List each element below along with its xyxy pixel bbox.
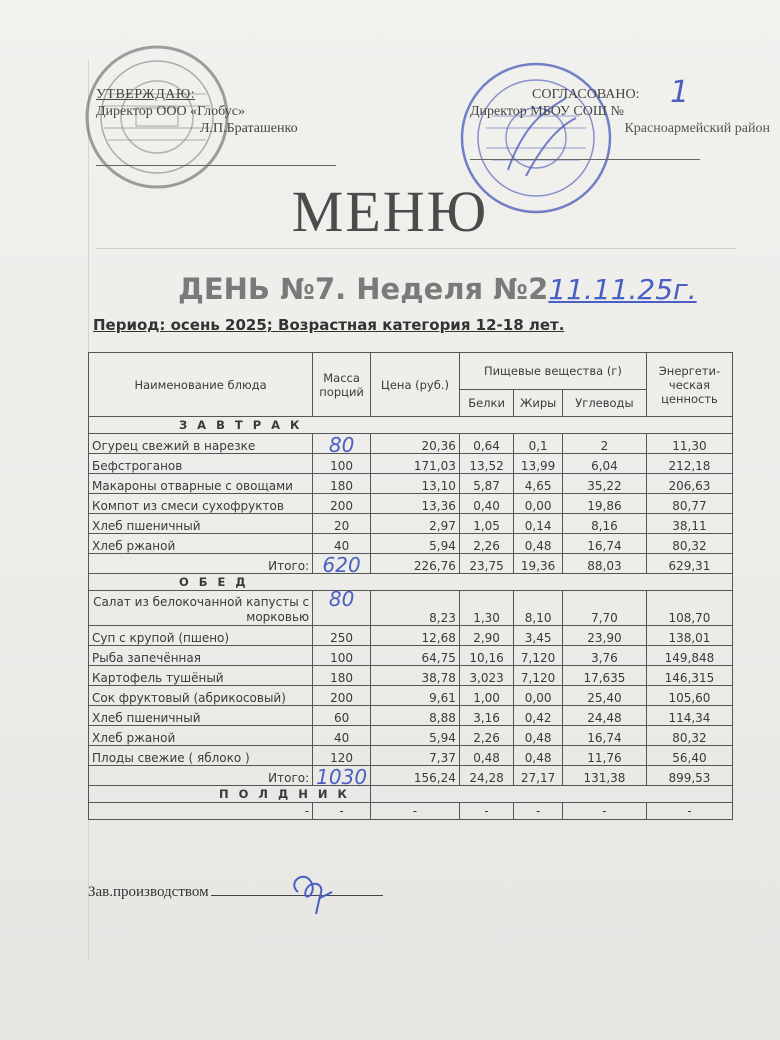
section-snack bbox=[89, 786, 733, 803]
table-row bbox=[89, 646, 733, 666]
agreed-region-line bbox=[470, 120, 770, 137]
dish-carbs: 19,86 bbox=[562, 494, 646, 514]
dish-fat: 0,00 bbox=[514, 686, 563, 706]
table-row bbox=[89, 494, 733, 514]
table-row bbox=[89, 626, 733, 646]
dish-name: Огурец свежий в нарезке bbox=[89, 434, 313, 454]
total-energy: 899,53 bbox=[646, 766, 732, 786]
header-carbs: Углеводы bbox=[562, 390, 646, 417]
dish-price: 9,61 bbox=[371, 686, 460, 706]
snack-empty-row bbox=[89, 803, 733, 820]
dish-name: Хлеб пшеничный bbox=[89, 706, 313, 726]
header-price: Цена (руб.) bbox=[371, 353, 460, 417]
dish-energy: 114,34 bbox=[646, 706, 732, 726]
dish-energy: 212,18 bbox=[646, 454, 732, 474]
dish-price: 2,97 bbox=[371, 514, 460, 534]
dish-fat: 7,120 bbox=[514, 646, 563, 666]
dish-protein: 13,52 bbox=[459, 454, 513, 474]
table-row bbox=[89, 534, 733, 554]
dish-mass: 80 bbox=[313, 591, 371, 626]
dish-protein: 1,00 bbox=[459, 686, 513, 706]
dish-carbs: 17,635 bbox=[562, 666, 646, 686]
agreed-position-text: Директор МБОУ СОШ № bbox=[470, 104, 624, 119]
total-fat: 19,36 bbox=[514, 554, 563, 574]
table-row bbox=[89, 474, 733, 494]
section-snack-empty bbox=[371, 786, 733, 803]
table-row bbox=[89, 686, 733, 706]
total-mass: 1030 bbox=[313, 766, 371, 786]
dash-cell: - bbox=[562, 803, 646, 820]
dish-fat: 8,10 bbox=[514, 591, 563, 626]
dish-price: 171,03 bbox=[371, 454, 460, 474]
dish-price: 64,75 bbox=[371, 646, 460, 666]
dish-mass: 200 bbox=[313, 494, 371, 514]
school-number-handwritten: 1 bbox=[670, 75, 690, 110]
dish-price: 20,36 bbox=[371, 434, 460, 454]
dish-mass: 40 bbox=[313, 726, 371, 746]
dish-protein: 2,90 bbox=[459, 626, 513, 646]
dish-energy: 108,70 bbox=[646, 591, 732, 626]
dish-energy: 56,40 bbox=[646, 746, 732, 766]
total-price: 156,24 bbox=[371, 766, 460, 786]
dish-protein: 0,48 bbox=[459, 746, 513, 766]
dish-carbs: 23,90 bbox=[562, 626, 646, 646]
total-label: Итого: bbox=[89, 554, 313, 574]
dish-name: Хлеб пшеничный bbox=[89, 514, 313, 534]
dish-carbs: 8,16 bbox=[562, 514, 646, 534]
dash-cell: - bbox=[371, 803, 460, 820]
total-protein: 23,75 bbox=[459, 554, 513, 574]
total-carbs: 88,03 bbox=[562, 554, 646, 574]
agreed-block bbox=[470, 75, 770, 160]
approved-name: Л.П.Браташенко bbox=[200, 121, 298, 136]
dish-mass: 20 bbox=[313, 514, 371, 534]
dish-carbs: 24,48 bbox=[562, 706, 646, 726]
total-carbs: 131,38 bbox=[562, 766, 646, 786]
header-energy: Энергети-ческая ценность bbox=[646, 353, 732, 417]
agreed-title: СОГЛАСОВАНО: bbox=[532, 87, 640, 102]
dish-carbs: 6,04 bbox=[562, 454, 646, 474]
dish-protein: 2,26 bbox=[459, 726, 513, 746]
dish-carbs: 3,76 bbox=[562, 646, 646, 666]
total-label: Итого: bbox=[89, 766, 313, 786]
dish-name: Макароны отварные с овощами bbox=[89, 474, 313, 494]
dish-carbs: 25,40 bbox=[562, 686, 646, 706]
dish-mass: 250 bbox=[313, 626, 371, 646]
signature-scribble bbox=[276, 862, 356, 922]
dish-mass: 180 bbox=[313, 666, 371, 686]
dash-cell: - bbox=[89, 803, 313, 820]
dash-cell: - bbox=[514, 803, 563, 820]
approved-title: УТВЕРЖДАЮ: bbox=[96, 87, 196, 102]
dish-price: 13,10 bbox=[371, 474, 460, 494]
dish-protein: 0,64 bbox=[459, 434, 513, 454]
dish-mass: 180 bbox=[313, 474, 371, 494]
dish-mass: 40 bbox=[313, 534, 371, 554]
dish-name: Суп с крупой (пшено) bbox=[89, 626, 313, 646]
section-lunch-label: О Б Е Д bbox=[89, 574, 733, 591]
dish-mass: 100 bbox=[313, 454, 371, 474]
dish-carbs: 7,70 bbox=[562, 591, 646, 626]
dish-price: 5,94 bbox=[371, 534, 460, 554]
dish-fat: 0,14 bbox=[514, 514, 563, 534]
dish-carbs: 35,22 bbox=[562, 474, 646, 494]
dish-protein: 5,87 bbox=[459, 474, 513, 494]
section-breakfast-label: З А В Т Р А К bbox=[89, 417, 733, 434]
breakfast-total-row bbox=[89, 554, 733, 574]
table-row bbox=[89, 454, 733, 474]
total-mass: 620 bbox=[313, 554, 371, 574]
dish-energy: 146,315 bbox=[646, 666, 732, 686]
dish-price: 12,68 bbox=[371, 626, 460, 646]
dish-protein: 1,30 bbox=[459, 591, 513, 626]
dish-name: Компот из смеси сухофруктов bbox=[89, 494, 313, 514]
dash-cell: - bbox=[646, 803, 732, 820]
dish-protein: 0,40 bbox=[459, 494, 513, 514]
dish-carbs: 11,76 bbox=[562, 746, 646, 766]
table-row bbox=[89, 591, 733, 626]
section-lunch bbox=[89, 574, 733, 591]
agreed-position bbox=[470, 103, 770, 120]
dish-price: 5,94 bbox=[371, 726, 460, 746]
total-energy: 629,31 bbox=[646, 554, 732, 574]
dish-protein: 10,16 bbox=[459, 646, 513, 666]
dish-energy: 11,30 bbox=[646, 434, 732, 454]
dish-fat: 0,42 bbox=[514, 706, 563, 726]
dish-price: 7,37 bbox=[371, 746, 460, 766]
dish-fat: 0,48 bbox=[514, 726, 563, 746]
approved-date-line bbox=[96, 151, 336, 166]
dish-price: 13,36 bbox=[371, 494, 460, 514]
dish-name: Хлеб ржаной bbox=[89, 534, 313, 554]
dish-fat: 4,65 bbox=[514, 474, 563, 494]
signature-label: Зав.производством bbox=[88, 884, 209, 900]
dish-name: Плоды свежие ( яблоко ) bbox=[89, 746, 313, 766]
approved-position: Директор ООО «Глобус» bbox=[96, 104, 245, 119]
dish-fat: 0,48 bbox=[514, 534, 563, 554]
dish-carbs: 2 bbox=[562, 434, 646, 454]
day-title bbox=[178, 272, 697, 306]
dish-fat: 0,1 bbox=[514, 434, 563, 454]
menu-title: МЕНЮ bbox=[291, 179, 489, 244]
header-nutrients: Пищевые вещества (г) bbox=[459, 353, 646, 390]
date-handwritten: 11.11.25г. bbox=[548, 273, 697, 306]
table-row bbox=[89, 434, 733, 454]
agreed-region: Красноармейский район bbox=[624, 121, 770, 136]
menu-table bbox=[88, 352, 733, 820]
dish-fat: 0,48 bbox=[514, 746, 563, 766]
table-row bbox=[89, 666, 733, 686]
dish-energy: 105,60 bbox=[646, 686, 732, 706]
total-protein: 24,28 bbox=[459, 766, 513, 786]
dish-price: 8,23 bbox=[371, 591, 460, 626]
dish-mass: 60 bbox=[313, 706, 371, 726]
dish-energy: 149,848 bbox=[646, 646, 732, 666]
dish-name: Рыба запечённая bbox=[89, 646, 313, 666]
dish-name: Бефстроганов bbox=[89, 454, 313, 474]
dish-energy: 206,63 bbox=[646, 474, 732, 494]
title-rule bbox=[96, 248, 736, 249]
table-header-row bbox=[89, 353, 733, 390]
header-fat: Жиры bbox=[514, 390, 563, 417]
table-row bbox=[89, 706, 733, 726]
lunch-total-row bbox=[89, 766, 733, 786]
dish-fat: 7,120 bbox=[514, 666, 563, 686]
dash-cell: - bbox=[459, 803, 513, 820]
approved-block bbox=[96, 86, 336, 166]
dish-fat: 3,45 bbox=[514, 626, 563, 646]
dish-name: Салат из белокочанной капусты с морковью bbox=[89, 591, 313, 626]
dish-mass: 100 bbox=[313, 646, 371, 666]
header-name: Наименование блюда bbox=[89, 353, 313, 417]
dash-cell: - bbox=[313, 803, 371, 820]
dish-protein: 1,05 bbox=[459, 514, 513, 534]
table-row bbox=[89, 746, 733, 766]
dish-protein: 3,023 bbox=[459, 666, 513, 686]
dish-energy: 80,77 bbox=[646, 494, 732, 514]
agreed-date-line bbox=[470, 145, 700, 160]
dish-mass: 120 bbox=[313, 746, 371, 766]
dish-protein: 2,26 bbox=[459, 534, 513, 554]
dish-name: Картофель тушёный bbox=[89, 666, 313, 686]
header-protein: Белки bbox=[459, 390, 513, 417]
period-line: Период: осень 2025; Возрастная категория 12-18 лет. bbox=[93, 316, 565, 334]
dish-energy: 80,32 bbox=[646, 534, 732, 554]
dish-energy: 38,11 bbox=[646, 514, 732, 534]
table-row bbox=[89, 514, 733, 534]
dish-name: Хлеб ржаной bbox=[89, 726, 313, 746]
dish-mass: 200 bbox=[313, 686, 371, 706]
header-mass: Масса порций bbox=[313, 353, 371, 417]
dish-protein: 3,16 bbox=[459, 706, 513, 726]
dish-price: 38,78 bbox=[371, 666, 460, 686]
section-breakfast bbox=[89, 417, 733, 434]
dish-carbs: 16,74 bbox=[562, 534, 646, 554]
total-price: 226,76 bbox=[371, 554, 460, 574]
total-fat: 27,17 bbox=[514, 766, 563, 786]
dish-fat: 13,99 bbox=[514, 454, 563, 474]
dish-carbs: 16,74 bbox=[562, 726, 646, 746]
dish-mass: 80 bbox=[313, 434, 371, 454]
table-row bbox=[89, 726, 733, 746]
dish-price: 8,88 bbox=[371, 706, 460, 726]
section-snack-label: П О Л Д Н И К bbox=[89, 786, 371, 803]
dish-energy: 80,32 bbox=[646, 726, 732, 746]
day-week-text: ДЕНЬ №7. Неделя №2 bbox=[178, 272, 549, 306]
dish-fat: 0,00 bbox=[514, 494, 563, 514]
dish-energy: 138,01 bbox=[646, 626, 732, 646]
dish-name: Сок фруктовый (абрикосовый) bbox=[89, 686, 313, 706]
